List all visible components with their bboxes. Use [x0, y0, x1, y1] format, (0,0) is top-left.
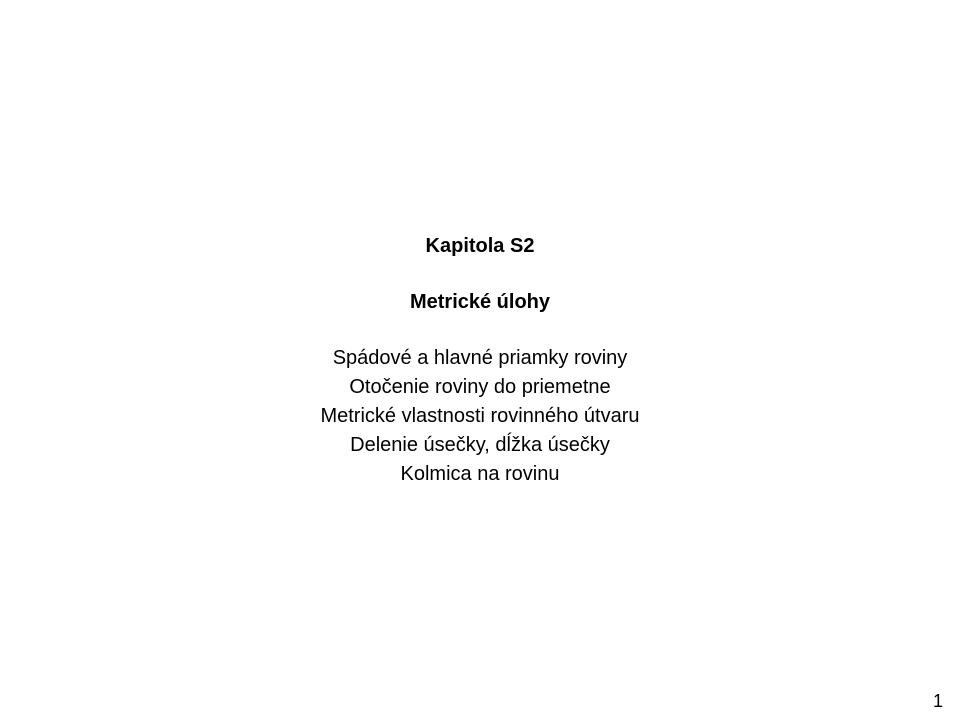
page-number: 1 [932, 691, 943, 711]
topic-item: Delenie úsečky, dĺžka úsečky [350, 434, 610, 456]
topic-list [0, 344, 960, 489]
topic-item: Metrické vlastnosti rovinného útvaru [320, 405, 640, 427]
chapter-title: Kapitola S2 [425, 235, 535, 257]
subject-title: Metrické úlohy [409, 291, 551, 313]
topic-item: Spádové a hlavné priamky roviny [332, 347, 628, 369]
topic-item: Kolmica na rovinu [400, 463, 560, 485]
topic-item: Otočenie roviny do priemetne [349, 376, 611, 398]
